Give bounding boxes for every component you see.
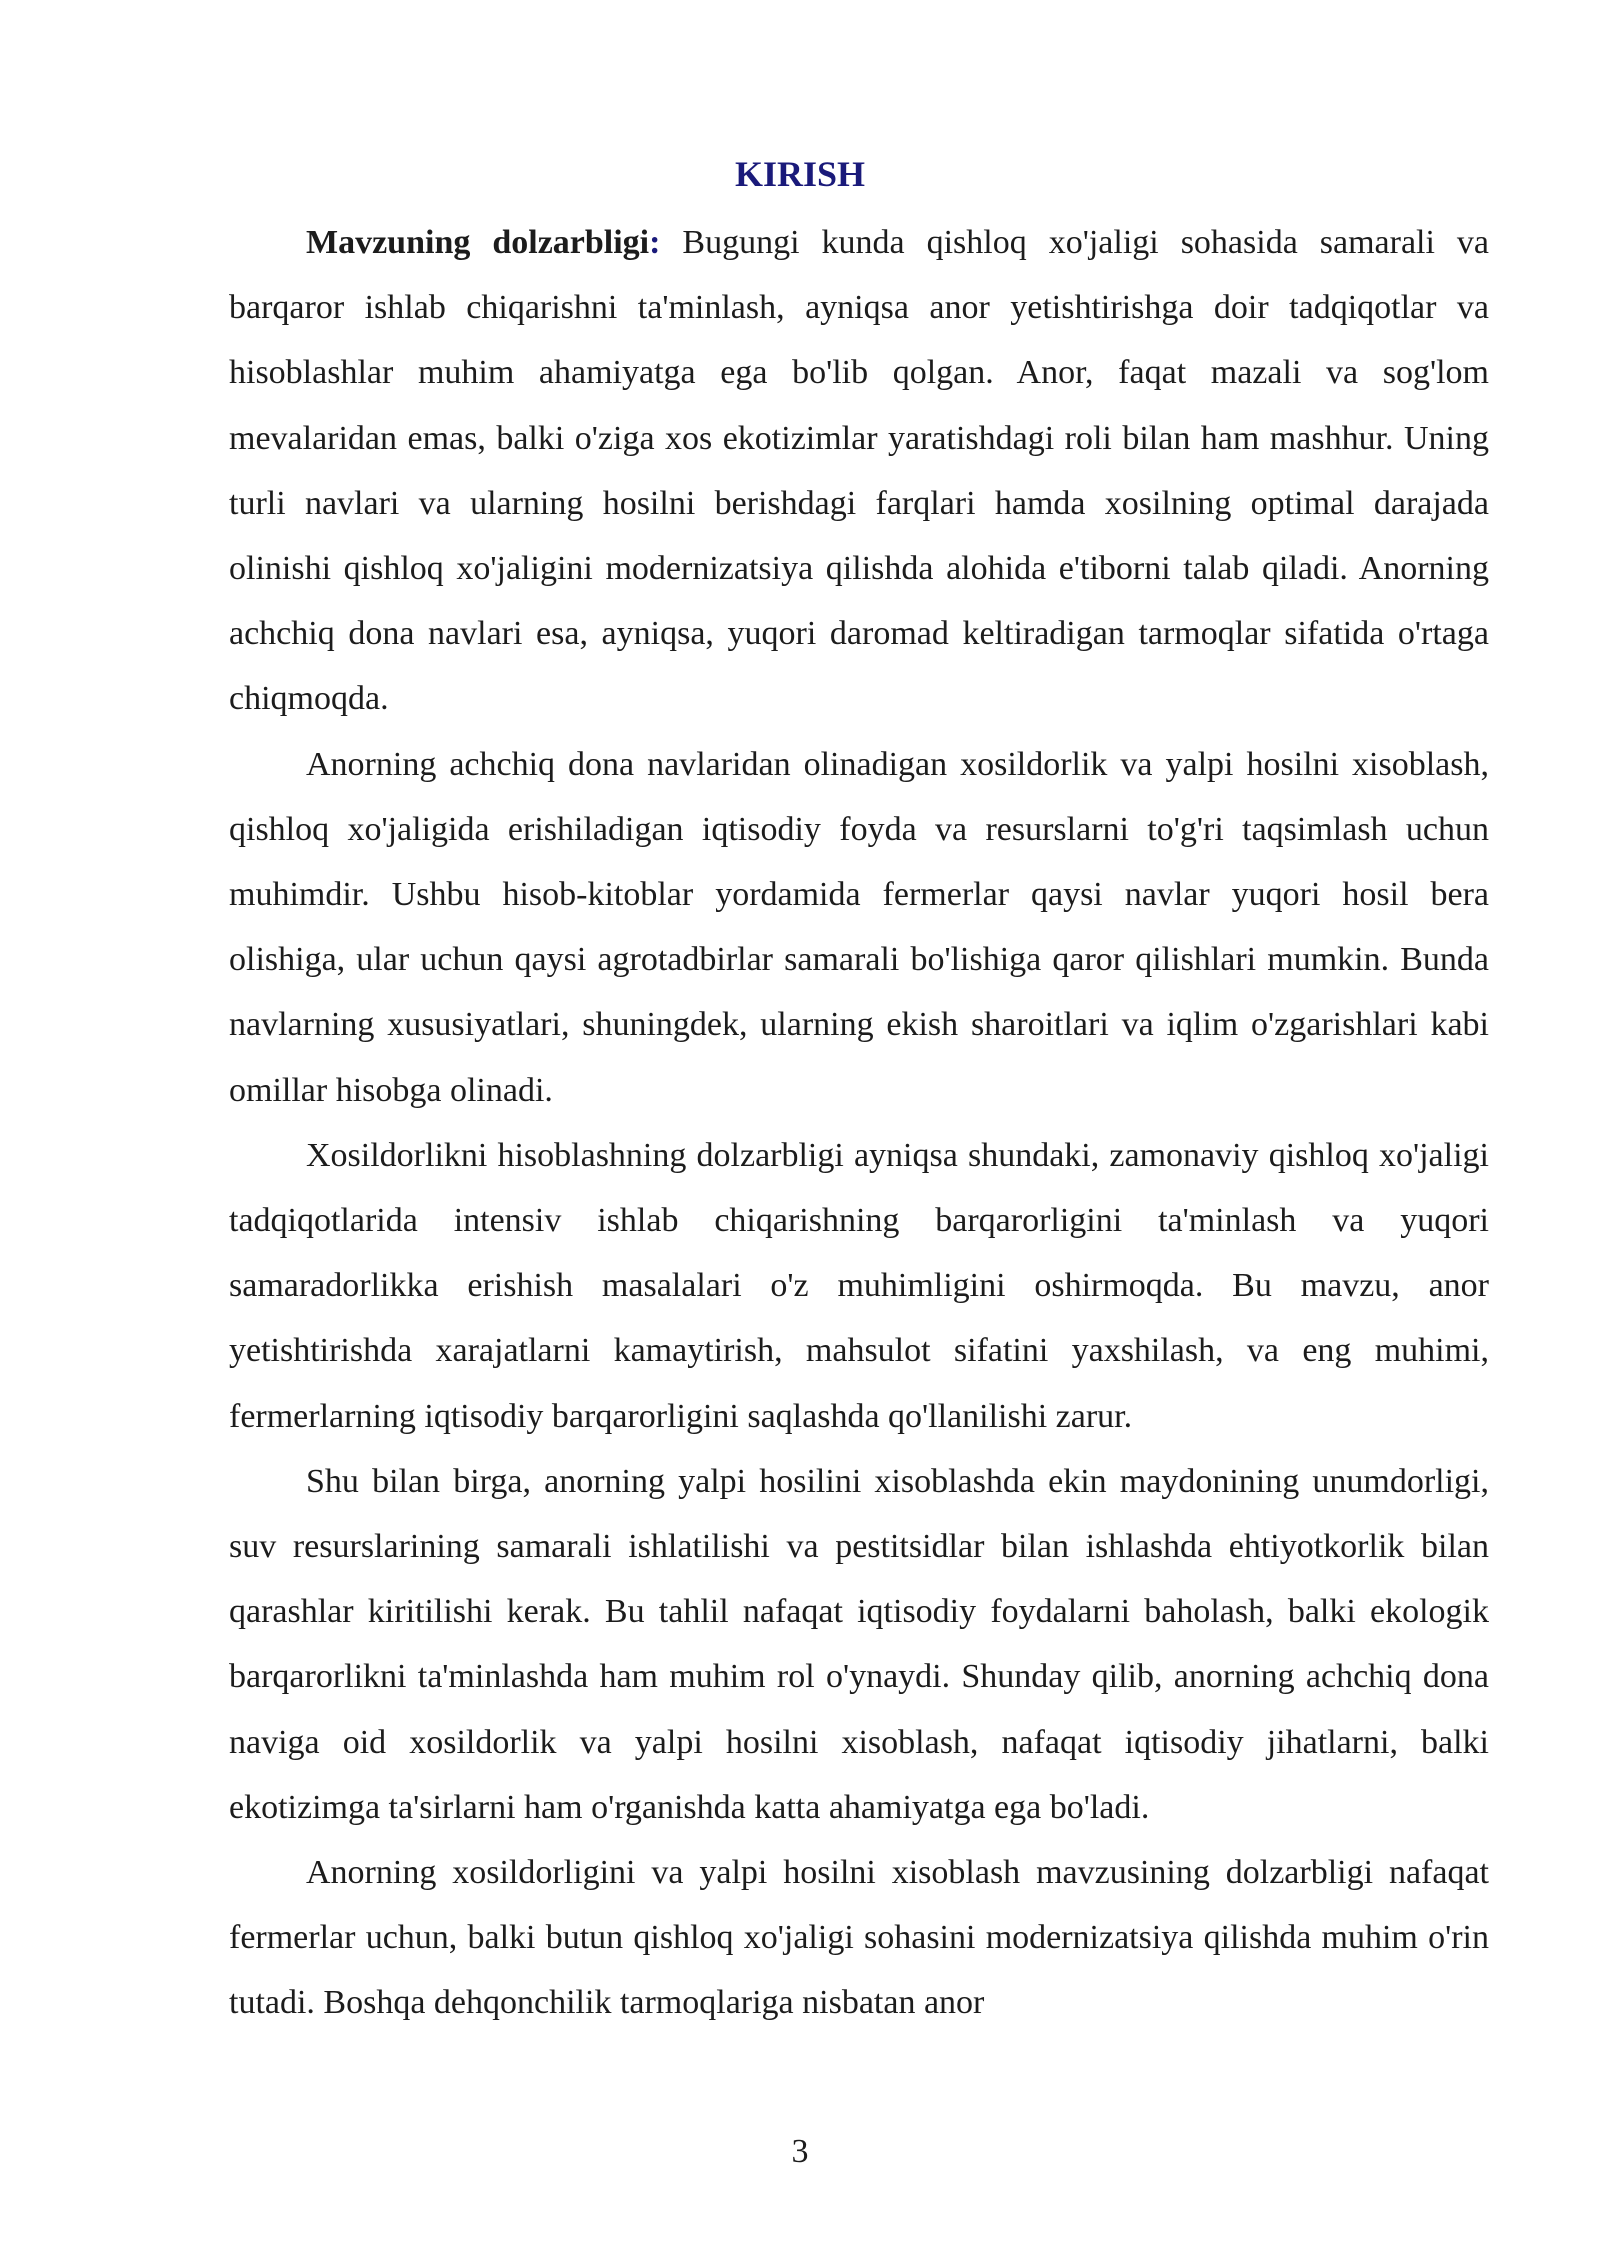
paragraph-relevance	[229, 210, 1489, 732]
section-title: KIRISH	[734, 154, 866, 194]
paragraph-text: Bugungi kunda qishloq xo'jaligi sohasida samarali va barqaror ishlab chiqarishni ta'minlash, ayniqsa anor yetishtirishga doir tadqiqotlar va hisoblashlar muhim ahamiyatga ega bo'lib qolgan. Anor, faqat mazali va sog'lom mevalaridan emas, balki o'ziga xos ekotizimlar yaratishdagi roli bilan ham mashhur. Uning turli navlari va ularning hosilni berishdagi farqlari hamda xosilning optimal darajada olinishi qishloq xo'jaligini modernizatsiya qilishda alohida e'tiborni talab qiladi. Anorning achchiq dona navlari esa, ayniqsa, yuqori daromad keltiradigan tarmoqlar sifatida o'rtaga chiqmoqda.	[229, 224, 1490, 718]
lead-label: Mavzuning dolzarbligi	[306, 224, 650, 261]
paragraph: Anorning achchiq dona navlaridan olinadigan xosildorlik va yalpi hosilni xisoblash, qishloq xo'jaligida erishiladigan iqtisodiy foyda va resurslarni to'g'ri taqsimlash uchun muhimdir. Ushbu hisob-kitoblar yordamida fermerlar qaysi navlar yuqori hosil bera olishiga, ular uchun qaysi agrotadbirlar samarali bo'lishiga qaror qilishlari mumkin. Bunda navlarning xususiyatlari, shuningdek, ularning ekish sharoitlari va iqlim o'zgarishlari kabi omillar hisobga olinadi.	[229, 745, 1489, 1109]
lead-colon: :	[649, 224, 661, 261]
paragraph: Anorning xosildorligini va yalpi hosilni xisoblash mavzusining dolzarbligi nafaqat fermerlar uchun, balki butun qishloq xo'jaligi sohasini modernizatsiya qilishda muhim o'rin tutadi. Boshqa dehqonchilik tarmoqlariga nisbatan anor	[229, 1854, 1489, 2022]
body-text	[229, 210, 1489, 2036]
paragraph: Xosildorlikni hisoblashning dolzarbligi ayniqsa shundaki, zamonaviy qishloq xo'jaligi tadqiqotlarida intensiv ishlab chiqarishning barqarorligini ta'minlash va yuqori samaradorlikka erishish masalalari o'z muhimligini oshirmoqda. Bu mavzu, anor yetishtirishda xarajatlarni kamaytirish, mahsulot sifatini yaxshilash, va eng muhimi, fermerlarning iqtisodiy barqarorligini saqlashda qo'llanilishi zarur.	[229, 1136, 1489, 1435]
page-number: 3	[791, 2133, 809, 2170]
paragraph: Shu bilan birga, anorning yalpi hosilini xisoblashda ekin maydonining unumdorligi, suv resurslarining samarali ishlatilishi va pestitsidlar bilan ishlashda ehtiyotkorlik bilan qarashlar kiritilishi kerak. Bu tahlil nafaqat iqtisodiy foydalarni baholash, balki ekologik barqarorlikni ta'minlashda ham muhim rol o'ynaydi. Shunday qilib, anorning achchiq dona naviga oid xosildorlik va yalpi hosilni xisoblash, nafaqat iqtisodiy jihatlarni, balki ekotizimga ta'sirlarni ham o'rganishda katta ahamiyatga ega bo'ladi.	[229, 1462, 1489, 1826]
